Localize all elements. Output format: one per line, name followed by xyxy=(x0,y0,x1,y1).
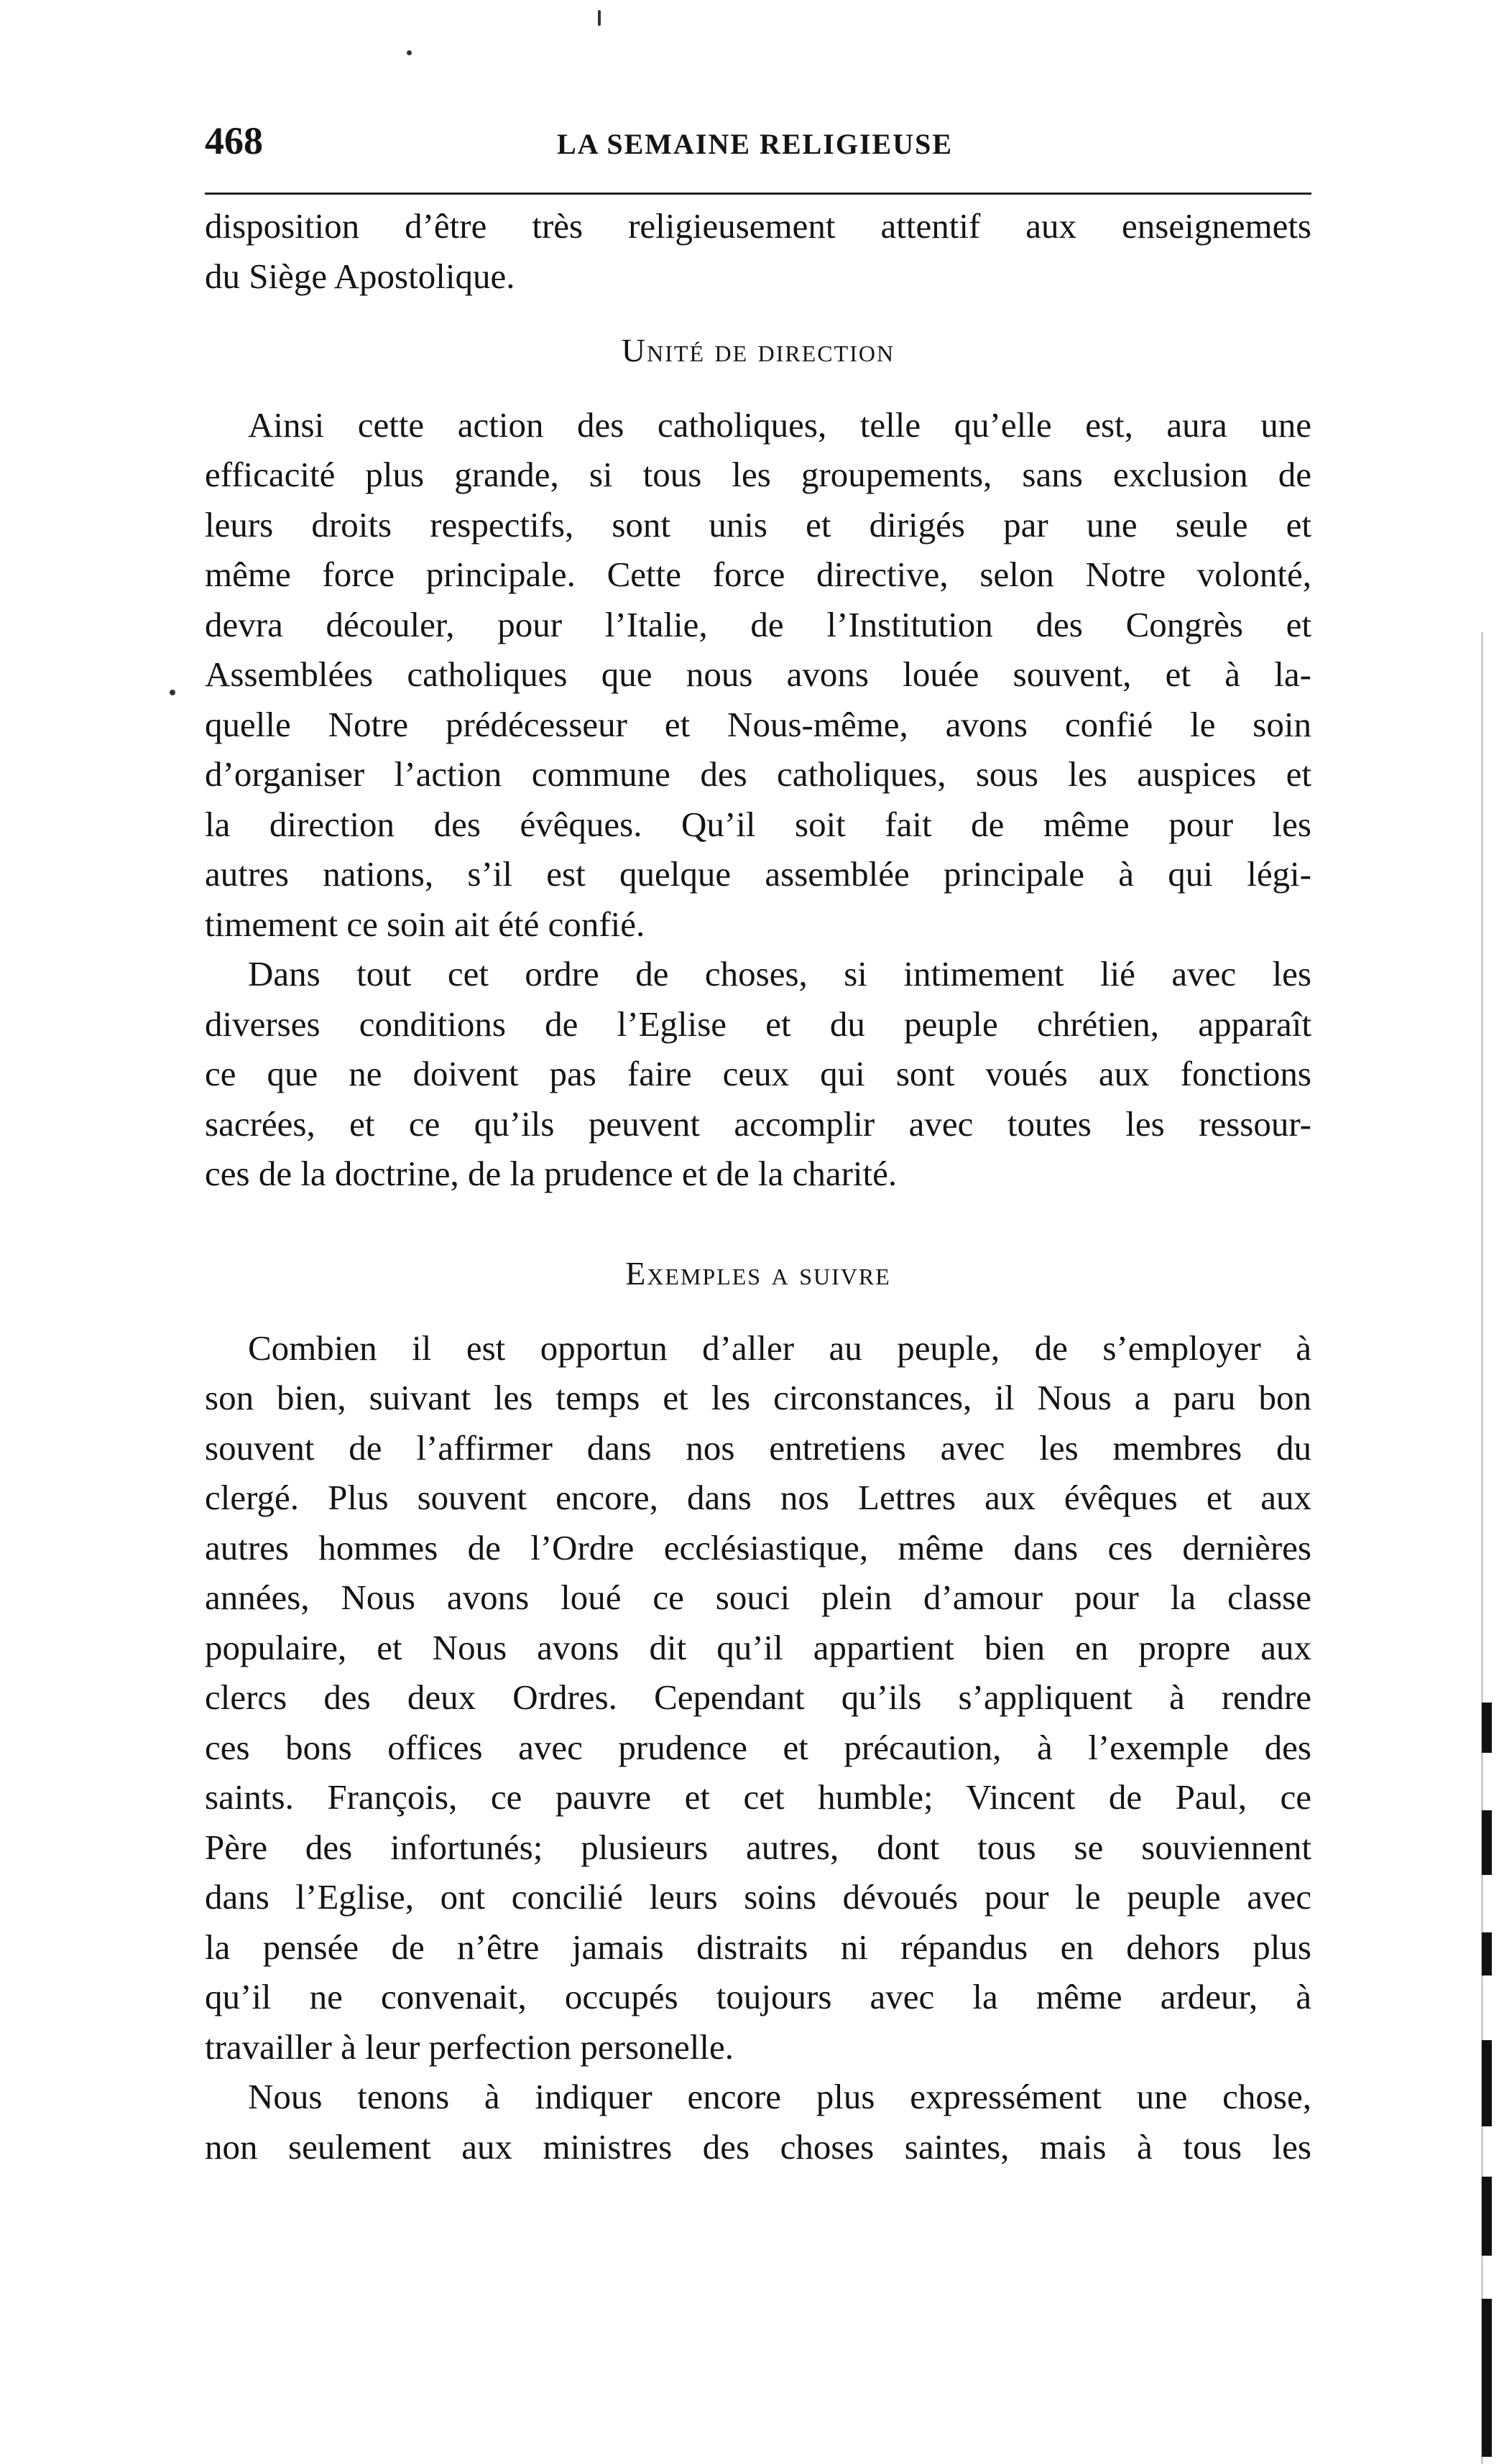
spacer xyxy=(205,376,1311,400)
text-line: ces de la doctrine, de la prudence et de la charité. xyxy=(205,1154,898,1193)
scan-edge-block xyxy=(1482,2299,1492,2457)
text-line: d’organiser l’action commune des catholiques, sous les auspices et xyxy=(205,754,1311,794)
text-line: Ainsi cette action des catholiques, telle qu’elle est, aura une xyxy=(248,404,1311,445)
text-line: Combien il est opportun d’aller au peuple, de s’employer à xyxy=(248,1328,1311,1368)
text-line: la direction des évêques. Qu’il soit fait de même pour les xyxy=(205,804,1311,844)
text-line: qu’il ne convenait, occupés toujours avec la même ardeur, à xyxy=(205,1977,1311,2016)
spacer xyxy=(205,301,1311,325)
text-line: disposition d’être très religieusement attentif aux enseignemets xyxy=(205,206,1311,246)
text-line: leurs droits respectifs, sont unis et dirigés par une seule et xyxy=(205,504,1311,545)
text-line: souvent de l’affirmer dans nos entretiens avec les membres du xyxy=(205,1427,1311,1468)
text-line: populaire, et Nous avons dit qu’il appartient bien en propre aux xyxy=(205,1627,1311,1667)
text-line: dans l’Eglise, ont concilié leurs soins dévoués pour le peuple avec xyxy=(205,1877,1311,1917)
text-line: efficacité plus grande, si tous les groupements, sans exclusion de xyxy=(205,455,1311,494)
text-line: non seulement aux ministres des choses saintes, mais à tous les xyxy=(205,2126,1311,2167)
running-title: LA SEMAINE RELIGIEUSE xyxy=(557,128,954,160)
text-line: quelle Notre prédécesseur et Nous-même, avons confié le soin xyxy=(205,704,1311,744)
text-line: ces bons offices avec prudence et précaution, à l’exemple des xyxy=(205,1727,1311,1767)
page-number: 468 xyxy=(205,119,263,162)
text-line: Nous tenons à indiquer encore plus expressément une chose, xyxy=(248,2077,1311,2116)
scan-edge-block xyxy=(1482,1932,1492,1976)
body-text xyxy=(205,201,1311,2172)
scan-edge-shadow xyxy=(1470,632,1499,2464)
text-line: devra découler, pour l’Italie, de l’Institution des Congrès et xyxy=(205,604,1311,644)
text-line: autres nations, s’il est quelque assemblée principale à qui légi- xyxy=(205,854,1311,894)
text-line: la pensée de n’être jamais distraits ni répandus en dehors plus xyxy=(205,1927,1311,1967)
header-rule xyxy=(205,193,1311,195)
section-heading-exemples-a-suivre: Exemples a suivre xyxy=(625,1255,891,1292)
text-line: saints. François, ce pauvre et cet humble; Vincent de Paul, ce xyxy=(205,1777,1311,1817)
text-line: diverses conditions de l’Eglise et du peuple chrétien, apparaît xyxy=(205,1004,1311,1044)
text-line: ce que ne doivent pas faire ceux qui sont voués aux fonctions xyxy=(205,1054,1311,1093)
text-line: timement ce soin ait été confié. xyxy=(205,904,645,944)
text-line: clergé. Plus souvent encore, dans nos Lettres aux évêques et aux xyxy=(205,1478,1311,1517)
text-line: son bien, suivant les temps et les circonstances, il Nous a paru bon xyxy=(205,1378,1311,1417)
text-line: années, Nous avons loué ce souci plein d’amour pour la classe xyxy=(205,1578,1311,1617)
text-line: travailler à leur perfection personelle. xyxy=(205,2027,734,2067)
text-line: autres hommes de l’Ordre ecclésiastique, même dans ces dernières xyxy=(205,1527,1311,1567)
scan-edge-block xyxy=(1482,2040,1492,2126)
text-line: clercs des deux Ordres. Cependant qu’ils s’appliquent à rendre xyxy=(205,1677,1311,1717)
scan-speck xyxy=(170,690,175,695)
text-line: Assemblées catholiques que nous avons louée souvent, et à la- xyxy=(205,654,1311,694)
scan-edge-block xyxy=(1482,1703,1492,1753)
spacer xyxy=(205,1299,1311,1323)
spacer xyxy=(205,1199,1311,1249)
page-header xyxy=(205,119,1311,176)
text-line: du Siège Apostolique. xyxy=(205,256,515,296)
scan-speck xyxy=(407,50,412,55)
section-heading-unite-de-direction: Unité de direction xyxy=(621,332,895,369)
scan-speck xyxy=(598,10,601,26)
scan-edge-block xyxy=(1482,1810,1492,1875)
text-line: sacrées, et ce qu’ils peuvent accomplir avec toutes les ressour- xyxy=(205,1103,1311,1144)
text-line: même force principale. Cette force directive, selon Notre volonté, xyxy=(205,555,1311,594)
scan-edge-block xyxy=(1482,2177,1492,2256)
text-line: Dans tout cet ordre de choses, si intimement lié avec les xyxy=(248,954,1311,994)
text-line: Père des infortunés; plusieurs autres, dont tous se souviennent xyxy=(205,1827,1311,1867)
